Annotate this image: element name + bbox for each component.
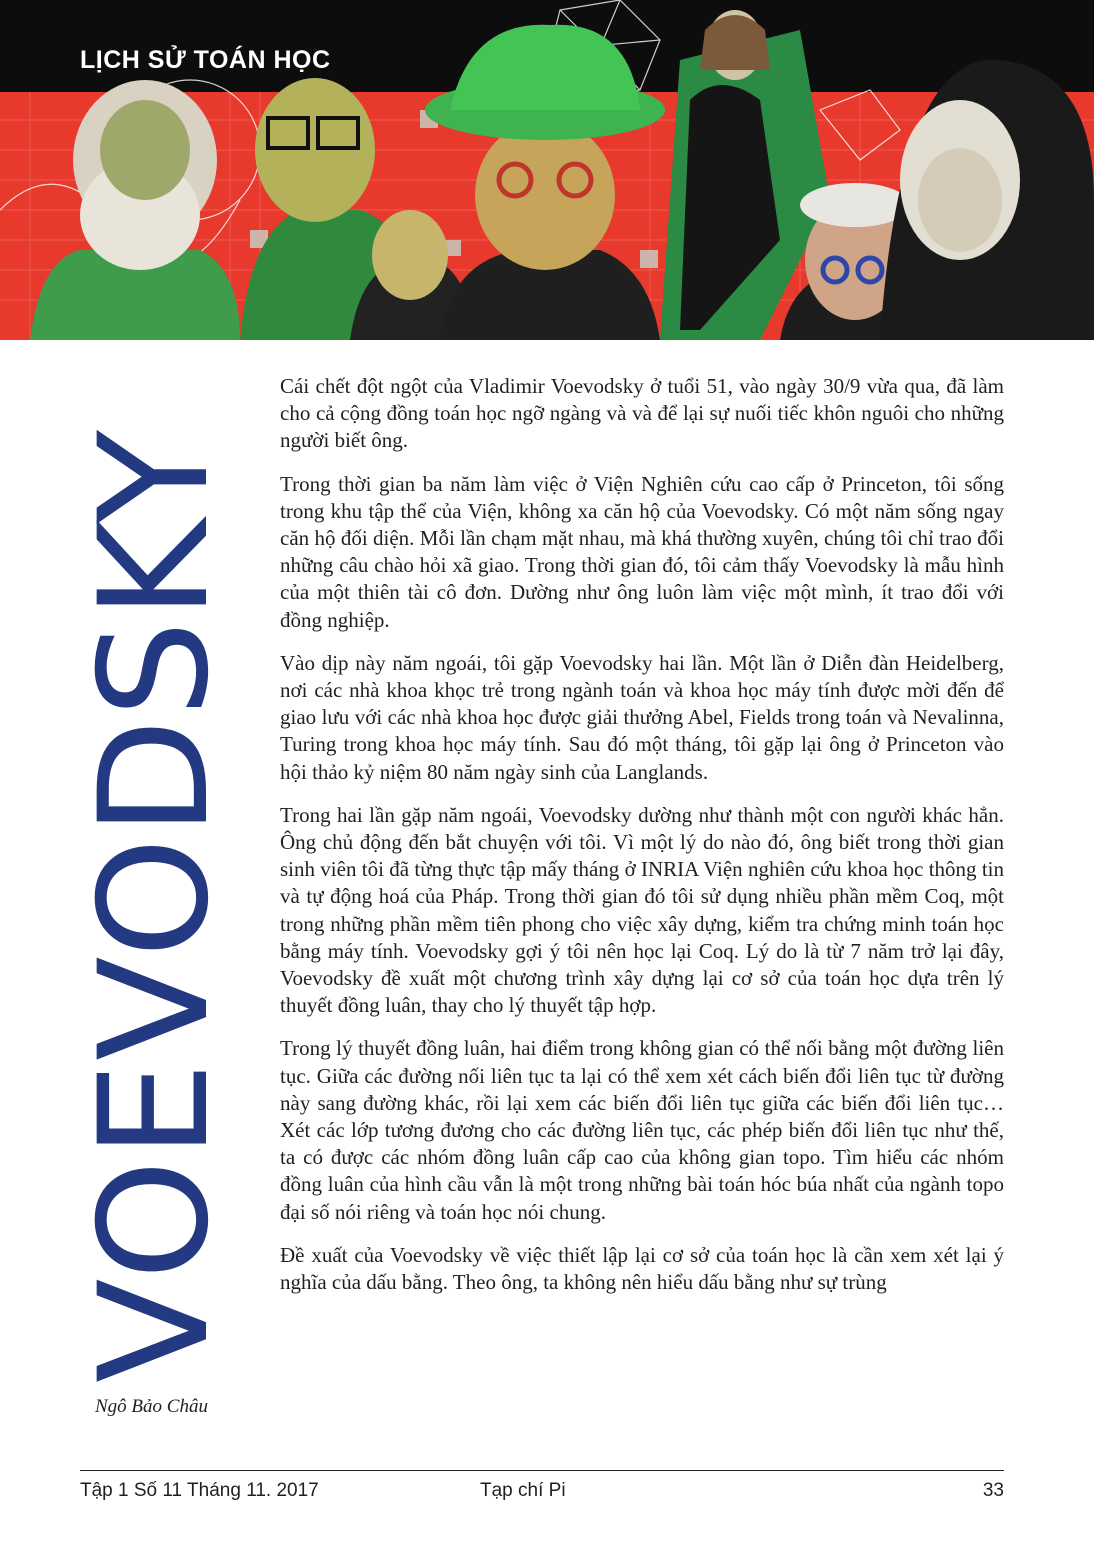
header-banner xyxy=(0,0,1094,340)
paragraph-5: Trong lý thuyết đồng luân, hai điểm trong không gian có thể nối bằng một đường liên tục. Giữa các đường nối liên tục ta lại có thể xem xét cách biến đổi liên tục từ đường này sang đường khác, rồi lại xem các biến đổi liên tục giữa các biến đổi liên tục… Xét các lớp tương đương cho các đường liên tục, các phép biến đổi liên tục như thế, ta có được các nhóm đồng luân cấp cao của không gian topo. Tìm hiểu các nhóm đồng luân của hình cầu vẫn là một trong những bài toán hóc búa nhất của ngành topo đại số nói riêng và toán học nói chung. xyxy=(280,1036,1004,1224)
article-body xyxy=(280,373,1004,1453)
paragraph-2: Trong thời gian ba năm làm việc ở Viện Nghiên cứu cao cấp ở Princeton, tôi sống trong khu tập thể của Viện, không xa căn hộ của Voevodsky. Có một năm sống ngay căn hộ đối diện. Mỗi lần chạm mặt nhau, mà khá thường xuyên, chúng tôi chỉ trao đổi những câu chào hỏi xã giao. Trong thời gian đó, tôi cảm thấy Voevodsky là mẫu hình của một thiên tài cô đơn. Dường như ông luôn làm việc một mình, ít trao đổi với đồng nghiệp. xyxy=(280,471,1004,632)
page-number: 33 xyxy=(982,1480,1004,1501)
paragraph-3: Vào dịp này năm ngoái, tôi gặp Voevodsky hai lần. Một lần ở Diễn đàn Heidelberg, nơi các nhà khoa khọc trẻ trong ngành toán và khoa học máy tính được mời đến để giao lưu với các nhà khoa học được giải thưởng Abel, Fields trong toán và Nevalinna, Turing trong khoa học máy tính. Sau đó một tháng, tôi gặp lại ông ở Princeton vào hội thảo kỷ niệm 80 năm ngày sinh của Langlands. xyxy=(280,650,1004,784)
magazine-name: Tạp chí Pi xyxy=(480,1480,566,1501)
issue-info: Tập 1 Số 11 Tháng 11. 2017 xyxy=(80,1480,319,1501)
paragraph-4: Trong hai lần gặp năm ngoái, Voevodsky dường như thành một con người khác hẳn. Ông chủ động đến bắt chuyện với tôi. Vì một lý do nào đó, ông biết trong thời gian sinh viên tôi đã từng thực tập mấy tháng ở INRIA Viện nghiên cứu khoa học thông tin và tự động hoá của Pháp. Trong thời gian đó tôi sử dụng nhiều phần mềm Coq, một trong những phần mềm tiên phong cho việc xây dựng, kiểm tra chứng minh toán học bằng máy tính. Voevodsky gợi ý tôi nên học lại Coq. Lý do là từ 7 năm trở lại đây, Voevodsky đề xuất một chương trình xây dựng lại cơ sở của toán học dựa trên lý thuyết đồng luân, thay cho lý thuyết tập hợp. xyxy=(280,802,1004,1018)
section-label: LỊCH SỬ TOÁN HỌC xyxy=(80,46,331,74)
paragraph-6: Đề xuất của Voevodsky về việc thiết lập lại cơ sở của toán học là cần xem xét lại ý nghĩa của dấu bằng. Theo ông, ta không nên hiểu dấu bằng như sự trùng xyxy=(280,1242,1004,1295)
article-title-vertical xyxy=(68,398,242,1384)
paragraph-1: Cái chết đột ngột của Vladimir Voevodsky ở tuổi 51, vào ngày 30/9 vừa qua, đã làm cho cả cộng đồng toán học ngỡ ngàng và và để lại sự nuối tiếc khôn nguôi cho những người biết ông. xyxy=(280,374,1004,453)
article-title: VOEVODSKY xyxy=(68,429,242,1384)
footer-divider xyxy=(80,1470,1004,1471)
author-name: Ngô Bảo Châu xyxy=(95,1396,208,1417)
page-footer xyxy=(80,1480,1004,1508)
